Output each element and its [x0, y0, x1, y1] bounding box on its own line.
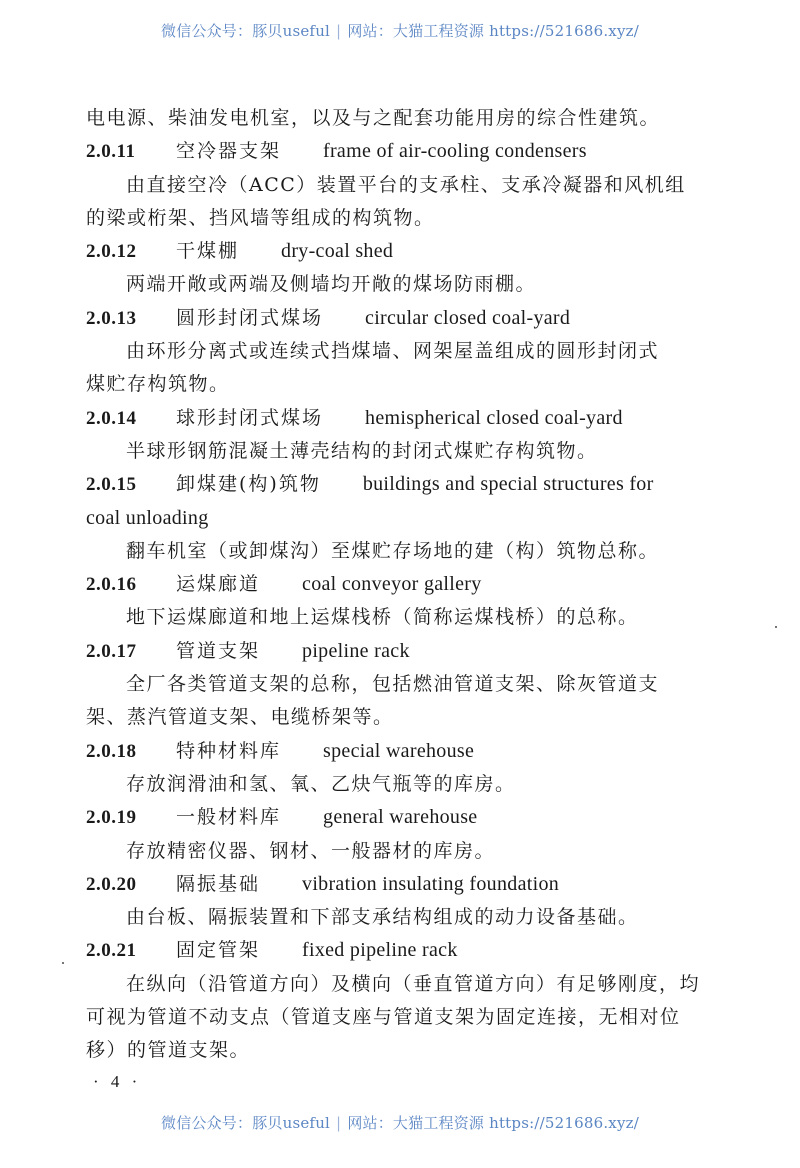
term-number: 2.0.21 [86, 940, 137, 962]
term-definition: 地下运煤廊道和地上运煤栈桥（简称运煤栈桥）的总称。 [126, 606, 639, 629]
watermark-separator: | [336, 1114, 342, 1132]
term-english-continuation [86, 502, 736, 535]
term-definition: 两端开敞或两端及侧墙均开敞的煤场防雨棚。 [126, 273, 537, 296]
term-definition: 在纵向（沿管道方向）及横向（垂直管道方向）有足够刚度，均 [126, 972, 701, 995]
term-number: 2.0.17 [86, 640, 137, 662]
term-number: 2.0.15 [86, 474, 137, 496]
term-english: general warehouse [323, 806, 478, 829]
term-number: 2.0.14 [86, 407, 137, 429]
term-definition: 存放润滑油和氢、氧、乙炔气瓶等的库房。 [126, 772, 516, 795]
term-chinese: 隔振基础 [176, 872, 261, 895]
term-heading [86, 801, 736, 834]
term-definition: 移）的管道支架。 [86, 1039, 251, 1062]
term-definition: 由台板、隔振装置和下部支承结构组成的动力设备基础。 [126, 906, 639, 929]
term-chinese: 卸煤建(构)筑物 [176, 473, 321, 496]
term-number: 2.0.16 [86, 574, 137, 596]
term-number: 2.0.19 [86, 807, 137, 829]
term-definition: 半球形钢筋混凝土薄壳结构的封闭式煤贮存构筑物。 [126, 439, 598, 462]
watermark-header [0, 20, 800, 41]
term-chinese: 固定管架 [176, 939, 261, 962]
term-english: hemispherical closed coal-yard [365, 406, 623, 429]
watermark-footer [0, 1112, 800, 1133]
term-definition: 煤贮存构筑物。 [86, 373, 230, 396]
term-heading [86, 235, 736, 268]
scan-speck [62, 962, 64, 964]
term-definition: 存放精密仪器、钢材、一般器材的库房。 [126, 839, 496, 862]
term-english: special warehouse [323, 739, 475, 762]
term-english: frame of air-cooling condensers [323, 140, 587, 163]
watermark-separator: | [336, 22, 342, 40]
term-english: dry-coal shed [281, 240, 394, 263]
watermark-website: 网站：大猫工程资源 https://521686.xyz/ [347, 1114, 639, 1132]
term-heading [86, 635, 736, 668]
document-body [86, 102, 736, 1068]
term-chinese: 一般材料库 [176, 806, 282, 829]
term-heading [86, 135, 736, 168]
term-chinese: 干煤棚 [176, 240, 240, 263]
term-heading [86, 302, 736, 335]
term-chinese: 管道支架 [176, 639, 261, 662]
term-definition: 全厂各类管道支架的总称，包括燃油管道支架、除灰管道支 [126, 673, 660, 696]
term-number: 2.0.12 [86, 241, 137, 263]
term-english: circular closed coal-yard [365, 306, 571, 329]
term-english: buildings and special structures for [362, 473, 654, 496]
term-chinese: 球形封闭式煤场 [176, 406, 324, 429]
term-definition: 可视为管道不动支点（管道支座与管道支架为固定连接，无相对位 [86, 1006, 681, 1029]
term-heading [86, 402, 736, 435]
term-english-cont: coal unloading [86, 506, 209, 529]
term-chinese: 运煤廊道 [176, 573, 261, 596]
watermark-wechat: 微信公众号：豚贝useful [161, 22, 331, 40]
term-definition: 由直接空冷（ACC）装置平台的支承柱、支承冷凝器和风机组 [126, 173, 686, 196]
scan-speck [775, 626, 777, 628]
watermark-wechat: 微信公众号：豚贝useful [161, 1114, 331, 1132]
term-heading [86, 568, 736, 601]
term-english: fixed pipeline rack [302, 939, 458, 962]
page-number: · 4 · [93, 1072, 142, 1091]
term-number: 2.0.18 [86, 740, 137, 762]
term-chinese: 空冷器支架 [176, 140, 282, 163]
term-definition: 的梁或桁架、挡风墙等组成的构筑物。 [86, 206, 435, 229]
term-chinese: 圆形封闭式煤场 [176, 306, 324, 329]
term-number: 2.0.13 [86, 307, 137, 329]
term-chinese: 特种材料库 [176, 739, 282, 762]
term-english: pipeline rack [302, 639, 410, 662]
term-heading [86, 468, 736, 501]
watermark-website: 网站：大猫工程资源 https://521686.xyz/ [347, 22, 639, 40]
term-number: 2.0.20 [86, 873, 137, 895]
continuation-line: 电电源、柴油发电机室，以及与之配套功能用房的综合性建筑。 [86, 107, 661, 129]
term-english: coal conveyor gallery [302, 573, 482, 596]
term-definition: 架、蒸汽管道支架、电缆桥架等。 [86, 706, 394, 729]
term-heading [86, 868, 736, 901]
term-heading [86, 934, 736, 967]
term-definition: 由环形分离式或连续式挡煤墙、网架屋盖组成的圆形封闭式 [126, 340, 660, 363]
term-definition: 翻车机室（或卸煤沟）至煤贮存场地的建（构）筑物总称。 [126, 539, 660, 562]
term-heading [86, 735, 736, 768]
term-number: 2.0.11 [86, 141, 136, 163]
term-english: vibration insulating foundation [302, 872, 560, 895]
